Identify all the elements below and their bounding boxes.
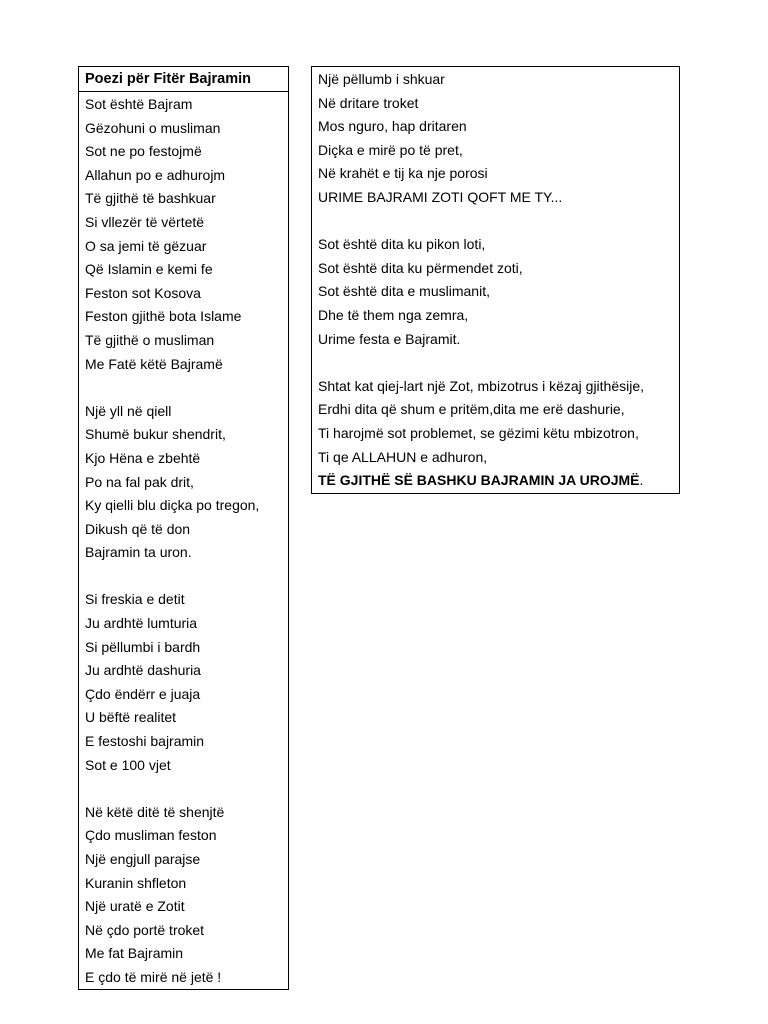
poem-line: Në krahët e tij ka nje porosi <box>318 165 488 182</box>
poem-line: Ju ardhtë lumturia <box>85 615 198 632</box>
poem-line: Sot ne po festojmë <box>85 143 202 160</box>
poem-line: Urime festa e Bajramit. <box>318 330 461 347</box>
poem-line: Një engjull parajse <box>85 851 201 867</box>
poem-line: Dhe të them nga zemra, <box>318 306 469 323</box>
poem-line: Po na fal pak drit, <box>85 473 194 490</box>
poem-line: Kuranin shfleton <box>85 874 187 891</box>
poem-line: E festoshi bajramin <box>85 733 205 750</box>
poem-line: Sot e 100 vjet <box>85 756 171 773</box>
poem-line: Ju ardhtë dashuria <box>85 662 201 679</box>
poem-line: Sot është dita ku pikon loti, <box>318 236 486 253</box>
poem-line: Një uratë e Zotit <box>85 898 185 915</box>
poem-line: Diçka e mirë po të pret, <box>318 141 463 158</box>
poem-line: Si pëllumbi i bardh <box>85 638 201 655</box>
poem-closing-line <box>318 469 679 493</box>
poem-title: Poezi për Fitër Bajramin <box>79 67 288 92</box>
poem-line: Të gjithë o musliman <box>85 331 215 348</box>
poem-line: Sot është Bajram <box>85 96 193 112</box>
poem-line: Me fat Bajramin <box>85 945 184 962</box>
poem-line: Një yll në qiell <box>85 402 172 419</box>
poem-line: Si vllezër të vërtetë <box>85 213 205 230</box>
right-poem-lines <box>312 67 679 493</box>
poem-line: Bajramin ta uron. <box>85 544 192 561</box>
poem-line: O sa jemi të gëzuar <box>85 237 207 254</box>
right-poem-box <box>311 66 680 494</box>
poem-line <box>318 210 679 234</box>
poem-line: E çdo të mirë në jetë ! <box>85 968 222 985</box>
poem-line: Çdo musliman feston <box>85 827 217 844</box>
poem-line: Në dritare troket <box>318 94 419 111</box>
poem-line <box>85 565 288 589</box>
poem-line: Në këtë ditë të shenjtë <box>85 803 225 820</box>
poem-line: Mos nguro, hap dritaren <box>318 118 467 135</box>
poem-line: Ky qielli blu diçka po tregon, <box>85 497 260 514</box>
poem-line: U bëftë realitet <box>85 709 177 726</box>
poem-line: Gëzohuni o musliman <box>85 119 221 136</box>
poem-line: URIME BAJRAMI ZOTI QOFT ME TY... <box>318 188 563 205</box>
poem-line: Ti harojmë sot problemet, se gëzimi këtu mbizotron, <box>318 424 639 441</box>
poem-line: Feston sot Kosova <box>85 284 201 301</box>
poem-line <box>318 351 679 375</box>
poem-line: Allahun po e adhurojm <box>85 166 226 183</box>
poem-line <box>85 777 288 801</box>
poem-line: Dikush që të don <box>85 520 191 537</box>
poem-line: Me Fatë këtë Bajramë <box>85 355 223 372</box>
poem-line: Sot është dita ku përmendet zoti, <box>318 259 523 276</box>
poem-line: Të gjithë të bashkuar <box>85 190 216 207</box>
left-poem-lines <box>79 92 288 990</box>
poem-line: Çdo ëndërr e juaja <box>85 685 201 702</box>
closing-bold-text: TË GJITHË SË BASHKU BAJRAMIN JA UROJMË <box>318 472 640 489</box>
poem-line: Shtat kat qiej-lart një Zot, mbizotrus i këzaj gjithësije, <box>318 377 645 394</box>
poem-line: Sot është dita e muslimanit, <box>318 283 490 300</box>
poem-line: Që Islamin e kemi fe <box>85 261 213 278</box>
poem-line: Feston gjithë bota Islame <box>85 308 242 325</box>
poem-line: Kjo Hëna e zbehtë <box>85 449 201 466</box>
poem-line: Një pëllumb i shkuar <box>318 71 445 87</box>
closing-period: . <box>639 472 644 489</box>
poem-line: Shumë bukur shendrit, <box>85 426 226 443</box>
poem-line <box>85 376 288 400</box>
poem-line: Si freskia e detit <box>85 591 185 608</box>
poem-line: Ti qe ALLAHUN e adhuron, <box>318 448 488 465</box>
left-poem-box <box>78 66 289 990</box>
poem-line: Në çdo portë troket <box>85 921 205 938</box>
poem-line: Erdhi dita që shum e pritëm,dita me erë dashurie, <box>318 401 625 418</box>
